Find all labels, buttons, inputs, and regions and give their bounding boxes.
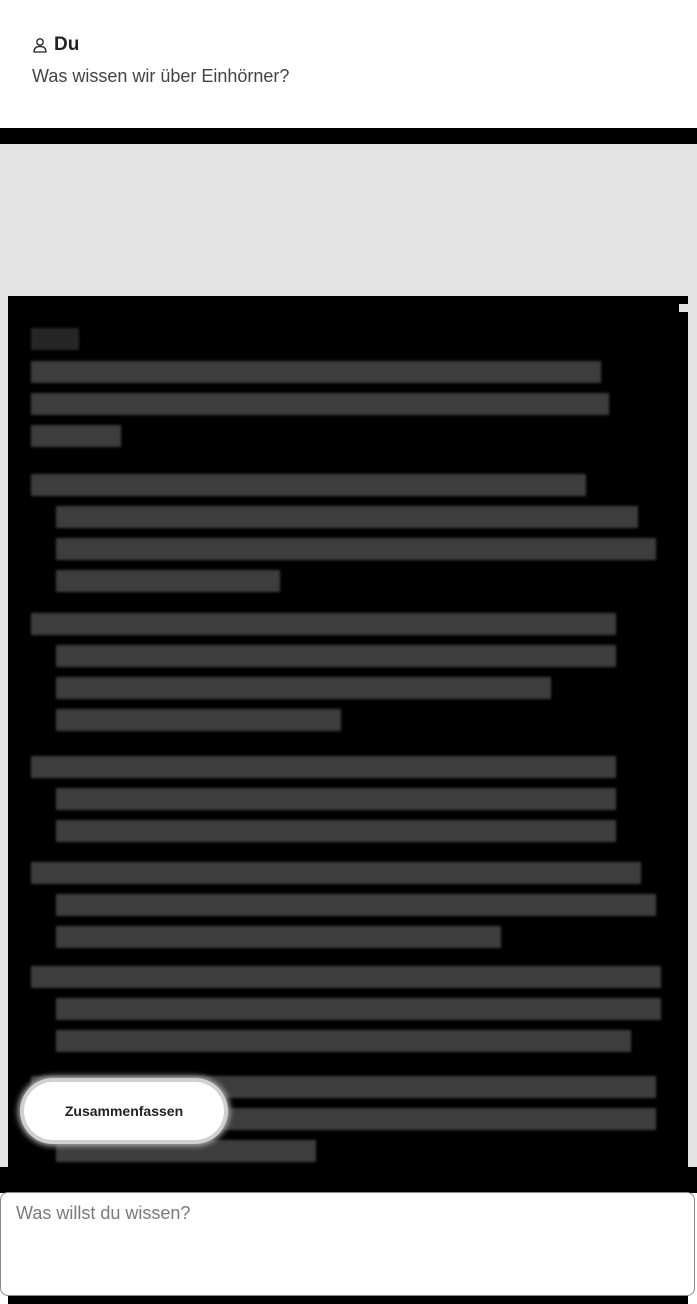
- obscured-heading: [31, 328, 79, 350]
- obscured-list-item-2: [56, 645, 616, 667]
- obscured-list-item-1: [56, 570, 280, 592]
- obscured-list-item-3: [56, 820, 616, 842]
- user-message-header: [32, 30, 289, 60]
- obscured-list-item-5: [56, 1030, 631, 1052]
- obscured-list-item-6: [56, 1140, 316, 1162]
- obscured-list-item-4: [56, 894, 656, 916]
- obscured-list-item-2: [56, 677, 551, 699]
- divider-band: [0, 128, 697, 145]
- obscured-list-item-5: [31, 966, 661, 988]
- user-message-text: Was wissen wir über Einhörner?: [32, 66, 290, 86]
- response-panel: [8, 296, 688, 1304]
- obscured-list-item-4: [31, 862, 641, 884]
- obscured-list-item-2: [31, 613, 616, 635]
- obscured-intro-line: [31, 361, 601, 383]
- obscured-list-item-3: [31, 756, 616, 778]
- response-frame: [0, 144, 697, 1168]
- frame-corner: [679, 304, 688, 312]
- obscured-list-item-1: [31, 474, 586, 496]
- obscured-intro-line: [31, 393, 609, 415]
- user-message: [32, 30, 289, 87]
- divider-band: [0, 1167, 697, 1193]
- obscured-list-item-5: [56, 998, 661, 1020]
- summarize-button[interactable]: Zusammenfassen: [24, 1082, 224, 1140]
- obscured-list-item-3: [56, 788, 616, 810]
- question-input[interactable]: [1, 1193, 694, 1295]
- obscured-intro-line: [31, 425, 121, 447]
- obscured-list-item-1: [56, 538, 656, 560]
- question-input-box[interactable]: [0, 1192, 695, 1296]
- obscured-list-item-1: [56, 506, 638, 528]
- obscured-list-item-4: [56, 926, 501, 948]
- user-name: Du: [54, 34, 80, 55]
- obscured-list-item-2: [56, 709, 341, 731]
- user-icon: [32, 37, 48, 53]
